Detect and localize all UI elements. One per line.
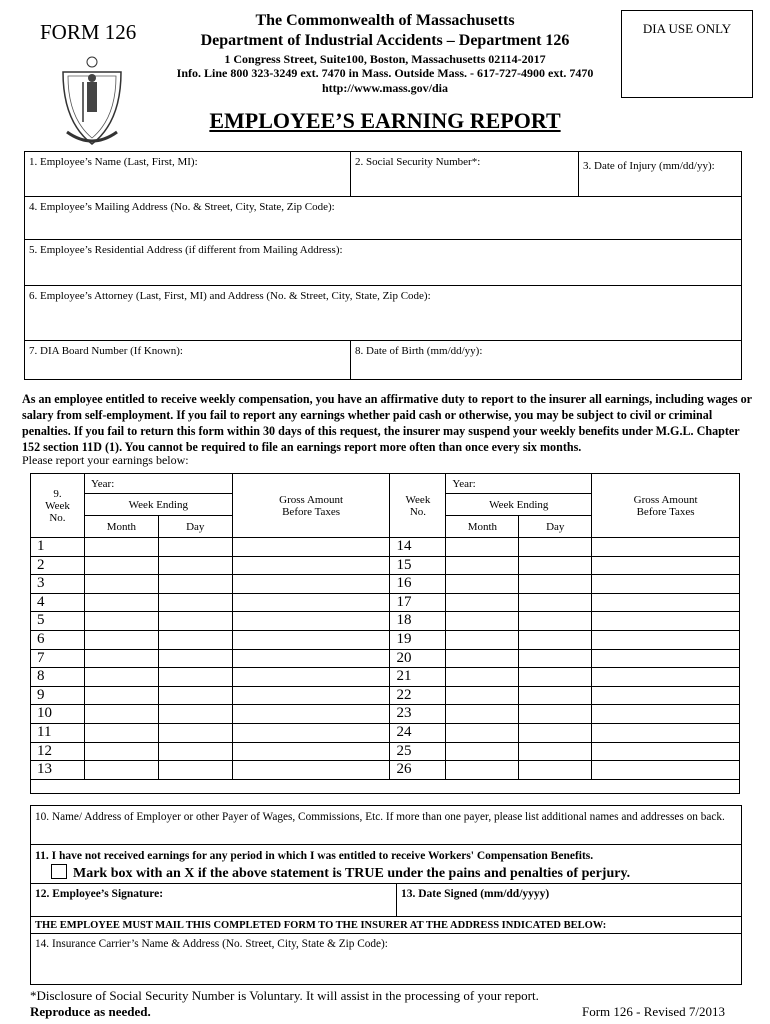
week-number-left: 8 — [31, 668, 85, 687]
day-cell-right[interactable] — [519, 668, 592, 687]
dia-use-only-box — [621, 10, 753, 98]
day-cell-right[interactable] — [519, 612, 592, 631]
day-cell-left[interactable] — [158, 761, 232, 780]
day-cell-left[interactable] — [158, 649, 232, 668]
mail-instruction — [30, 916, 742, 934]
date-of-birth-field[interactable] — [350, 340, 742, 380]
website: http://www.mass.gov/dia — [321, 81, 449, 95]
table-row — [31, 556, 740, 575]
dia-board-number-field[interactable] — [24, 340, 351, 380]
table-row — [31, 761, 740, 780]
day-cell-left[interactable] — [158, 686, 232, 705]
week-number-right: 25 — [390, 742, 446, 761]
gross-amount-cell-right[interactable] — [592, 649, 740, 668]
gross-amount-cell-left[interactable] — [232, 723, 390, 742]
month-cell-right[interactable] — [446, 705, 519, 724]
gross-amount-cell-left[interactable] — [232, 593, 390, 612]
week-number-right: 26 — [390, 761, 446, 780]
day-cell-right[interactable] — [519, 686, 592, 705]
month-cell-left[interactable] — [84, 593, 158, 612]
form-title: EMPLOYEE’S EARNING REPORT — [209, 108, 561, 133]
table-row — [31, 593, 740, 612]
gross-amount-cell-right[interactable] — [592, 556, 740, 575]
day-cell-left[interactable] — [158, 668, 232, 687]
table-row — [31, 575, 740, 594]
gross-amount-header-left: Gross Amount Before Taxes — [232, 474, 390, 538]
week-number-left: 11 — [31, 723, 85, 742]
month-cell-right[interactable] — [446, 686, 519, 705]
gross-amount-cell-right[interactable] — [592, 630, 740, 649]
day-cell-left[interactable] — [158, 556, 232, 575]
perjury-checkbox[interactable] — [51, 864, 67, 879]
week-number-right: 15 — [390, 556, 446, 575]
day-cell-left[interactable] — [158, 723, 232, 742]
day-cell-left[interactable] — [158, 742, 232, 761]
gross-amount-cell-left[interactable] — [232, 556, 390, 575]
month-cell-right[interactable] — [446, 630, 519, 649]
department-name: Department of Industrial Accidents – Department 126 — [200, 32, 570, 49]
year-field-right[interactable]: Year: — [446, 474, 592, 494]
week-number-left: 6 — [31, 630, 85, 649]
form-revision: Form 126 - Revised 7/2013 — [582, 1004, 725, 1019]
employee-signature-field[interactable] — [30, 883, 397, 917]
week-no-header-right: Week No. — [390, 474, 446, 538]
employer-field[interactable] — [30, 805, 742, 845]
week-number-left: 12 — [31, 742, 85, 761]
form-number: FORM 126 — [40, 20, 137, 44]
month-cell-left[interactable] — [84, 686, 158, 705]
gross-amount-cell-right[interactable] — [592, 668, 740, 687]
table-row — [31, 649, 740, 668]
week-number-left: 4 — [31, 593, 85, 612]
affirmative-duty-notice: As an employee entitled to receive weekly compensation, you have an affirmative duty to report to the insurer all earnings, including wages or salary from self-employment. If you fail to report any earnings whether paid cash or otherwise, you may be subject to civil or criminal penalties. If you fail to return this form within 30 days of this request, the insurer may suspend your weekly benefits under M.G.L. Chapter 152 section 11D (1). You cannot be required to file an earnings report more often than once every six months. — [22, 392, 752, 454]
agency-name: The Commonwealth of Massachusetts — [255, 12, 515, 29]
residential-address-field[interactable] — [24, 239, 742, 286]
day-cell-left[interactable] — [158, 593, 232, 612]
month-cell-right[interactable] — [446, 575, 519, 594]
month-cell-left[interactable] — [84, 723, 158, 742]
employee-name-field[interactable] — [24, 151, 351, 197]
employee-signature-label: 12. Employee’s Signature: — [35, 888, 164, 900]
perjury-checkbox-label: Mark box with an X if the above statement is TRUE under the pains and penalties of perjury. — [73, 866, 631, 881]
day-cell-right[interactable] — [519, 761, 592, 780]
week-number-left: 3 — [31, 575, 85, 594]
week-number-right: 24 — [390, 723, 446, 742]
day-cell-right[interactable] — [519, 538, 592, 557]
month-cell-right[interactable] — [446, 649, 519, 668]
day-cell-right[interactable] — [519, 649, 592, 668]
month-header-left: Month — [84, 516, 158, 538]
month-cell-right[interactable] — [446, 556, 519, 575]
week-number-right: 14 — [390, 538, 446, 557]
week-number-left: 13 — [31, 761, 85, 780]
week-number-right: 23 — [390, 705, 446, 724]
gross-amount-header-right: Gross Amount Before Taxes — [592, 474, 740, 538]
gross-amount-cell-left[interactable] — [232, 649, 390, 668]
day-cell-left[interactable] — [158, 612, 232, 631]
month-cell-right[interactable] — [446, 668, 519, 687]
table-row — [31, 612, 740, 631]
week-number-left: 5 — [31, 612, 85, 631]
month-cell-left[interactable] — [84, 705, 158, 724]
month-cell-left[interactable] — [84, 612, 158, 631]
gross-amount-cell-left[interactable] — [232, 761, 390, 780]
gross-amount-cell-right[interactable] — [592, 612, 740, 631]
month-cell-left[interactable] — [84, 575, 158, 594]
week-number-right: 19 — [390, 630, 446, 649]
week-number-left: 1 — [31, 538, 85, 557]
week-number-left: 10 — [31, 705, 85, 724]
gross-amount-cell-right[interactable] — [592, 742, 740, 761]
day-cell-left[interactable] — [158, 538, 232, 557]
month-cell-left[interactable] — [84, 649, 158, 668]
week-number-right: 20 — [390, 649, 446, 668]
gross-amount-cell-right[interactable] — [592, 575, 740, 594]
month-header-right: Month — [446, 516, 519, 538]
week-no-header-left: 9. Week No. — [31, 474, 85, 538]
gross-amount-cell-left[interactable] — [232, 705, 390, 724]
week-ending-header-left: Week Ending — [84, 494, 232, 516]
table-row — [31, 630, 740, 649]
date-of-injury-field[interactable] — [578, 151, 742, 197]
week-number-left: 7 — [31, 649, 85, 668]
info-line: Info. Line 800 323-3249 ext. 7470 in Mass. Outside Mass. - 617-727-4900 ext. 7470 — [176, 66, 594, 80]
gross-amount-cell-left[interactable] — [232, 575, 390, 594]
month-cell-right[interactable] — [446, 612, 519, 631]
month-cell-left[interactable] — [84, 556, 158, 575]
gross-amount-cell-right[interactable] — [592, 538, 740, 557]
insurance-carrier-field[interactable] — [30, 933, 742, 985]
gross-amount-cell-left[interactable] — [232, 742, 390, 761]
month-cell-left[interactable] — [84, 742, 158, 761]
month-cell-left[interactable] — [84, 538, 158, 557]
mail-instruction-text: THE EMPLOYEE MUST MAIL THIS COMPLETED FORM TO THE INSURER AT THE ADDRESS INDICATED BELOW: — [35, 920, 607, 931]
state-seal-icon — [55, 52, 130, 152]
week-number-right: 18 — [390, 612, 446, 631]
week-number-left: 2 — [31, 556, 85, 575]
day-cell-left[interactable] — [158, 575, 232, 594]
ssn-disclosure-note: *Disclosure of Social Security Number is Voluntary. It will assist in the processing of your report. — [30, 988, 539, 1003]
report-earnings-prompt: Please report your earnings below: — [22, 453, 189, 467]
week-number-right: 17 — [390, 593, 446, 612]
day-cell-right[interactable] — [519, 742, 592, 761]
gross-amount-cell-right[interactable] — [592, 593, 740, 612]
earnings-table — [30, 473, 740, 794]
insurance-carrier-label: 14. Insurance Carrier’s Name & Address (No. Street, City, State & Zip Code): — [35, 938, 388, 950]
gross-amount-cell-left[interactable] — [232, 686, 390, 705]
gross-amount-cell-left[interactable] — [232, 668, 390, 687]
dia-board-number-label: 7. DIA Board Number (If Known): — [29, 345, 183, 357]
table-row — [31, 705, 740, 724]
reproduce-note: Reproduce as needed. — [30, 1004, 151, 1019]
day-cell-right[interactable] — [519, 556, 592, 575]
attorney-field[interactable] — [24, 285, 742, 341]
day-cell-right[interactable] — [519, 630, 592, 649]
gross-amount-cell-right[interactable] — [592, 686, 740, 705]
no-earnings-statement — [30, 844, 742, 884]
residential-address-label: 5. Employee’s Residential Address (if different from Mailing Address): — [29, 244, 343, 256]
gross-amount-cell-right[interactable] — [592, 723, 740, 742]
table-row — [31, 742, 740, 761]
month-cell-left[interactable] — [84, 668, 158, 687]
week-rows — [31, 538, 740, 780]
month-cell-right[interactable] — [446, 723, 519, 742]
day-cell-right[interactable] — [519, 575, 592, 594]
day-cell-right[interactable] — [519, 593, 592, 612]
date-of-birth-label: 8. Date of Birth (mm/dd/yy): — [355, 345, 483, 357]
gross-amount-cell-left[interactable] — [232, 612, 390, 631]
table-row — [31, 686, 740, 705]
year-field-left[interactable]: Year: — [84, 474, 232, 494]
dia-use-only-label: DIA USE ONLY — [642, 21, 732, 36]
gross-amount-cell-left[interactable] — [232, 630, 390, 649]
date-of-injury-label: 3. Date of Injury (mm/dd/yy): — [583, 160, 715, 172]
mailing-address-field[interactable] — [24, 196, 742, 240]
month-cell-right[interactable] — [446, 593, 519, 612]
mailing-address-label: 4. Employee’s Mailing Address (No. & Street, City, State, Zip Code): — [29, 201, 335, 213]
table-row — [31, 723, 740, 742]
month-cell-right[interactable] — [446, 538, 519, 557]
month-cell-left[interactable] — [84, 630, 158, 649]
gross-amount-cell-right[interactable] — [592, 705, 740, 724]
day-cell-left[interactable] — [158, 630, 232, 649]
month-cell-right[interactable] — [446, 742, 519, 761]
employer-label: 10. Name/ Address of Employer or other Payer of Wages, Commissions, Etc. If more than one payer, please list additional names and addresses on back. — [35, 811, 725, 823]
gross-amount-cell-right[interactable] — [592, 761, 740, 780]
week-number-right: 21 — [390, 668, 446, 687]
week-ending-header-right: Week Ending — [446, 494, 592, 516]
date-signed-field[interactable] — [396, 883, 742, 917]
day-header-left: Day — [158, 516, 232, 538]
agency-address: 1 Congress Street, Suite100, Boston, Massachusetts 02114-2017 — [224, 52, 546, 66]
table-row — [31, 538, 740, 557]
date-signed-label: 13. Date Signed (mm/dd/yyyy) — [401, 888, 550, 900]
day-cell-right[interactable] — [519, 705, 592, 724]
ssn-label: 2. Social Security Number*: — [355, 156, 481, 168]
week-number-right: 16 — [390, 575, 446, 594]
day-cell-right[interactable] — [519, 723, 592, 742]
attorney-label: 6. Employee’s Attorney (Last, First, MI) and Address (No. & Street, City, State, Zip Code): — [29, 290, 431, 302]
no-earnings-text: 11. I have not received earnings for any period in which I was entitled to receive Workers' Compensation Benefits. — [35, 850, 594, 862]
table-row — [31, 668, 740, 687]
gross-amount-cell-left[interactable] — [232, 538, 390, 557]
ssn-field[interactable] — [350, 151, 579, 197]
week-number-left: 9 — [31, 686, 85, 705]
month-cell-left[interactable] — [84, 761, 158, 780]
day-header-right: Day — [519, 516, 592, 538]
employee-name-label: 1. Employee’s Name (Last, First, MI): — [29, 156, 198, 168]
month-cell-right[interactable] — [446, 761, 519, 780]
week-number-right: 22 — [390, 686, 446, 705]
day-cell-left[interactable] — [158, 705, 232, 724]
